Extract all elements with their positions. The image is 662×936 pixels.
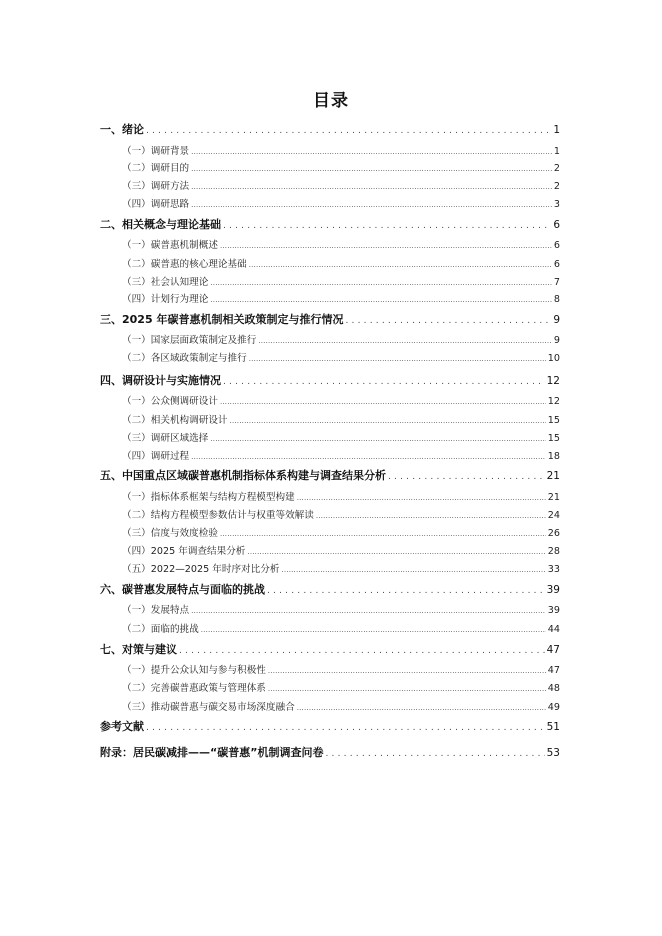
toc-entry-page: 39 bbox=[546, 584, 560, 596]
toc-entry-chapter-1[interactable] bbox=[100, 121, 560, 137]
toc-entry-label: 四、调研设计与实施情况 bbox=[100, 374, 221, 387]
dot-leader bbox=[325, 749, 544, 759]
toc-entry-section[interactable] bbox=[100, 274, 560, 288]
toc-entry-page: 3 bbox=[553, 199, 560, 210]
toc-entry-page: 9 bbox=[553, 314, 560, 326]
dot-leader bbox=[249, 355, 546, 363]
dot-leader bbox=[268, 667, 546, 675]
dot-leader bbox=[191, 183, 552, 191]
toc-entry-references[interactable] bbox=[100, 718, 560, 734]
toc-entry-page: 2 bbox=[553, 181, 560, 192]
toc-entry-label: （四）调研思路 bbox=[122, 199, 190, 210]
toc-entry-chapter-6[interactable] bbox=[100, 581, 560, 597]
toc-entry-label: （一）调研背景 bbox=[122, 146, 190, 157]
toc-entry-section[interactable] bbox=[100, 291, 560, 305]
toc-entry-page: 47 bbox=[546, 644, 560, 656]
toc-entry-section[interactable] bbox=[100, 178, 560, 192]
toc-entry-page: 21 bbox=[547, 492, 560, 503]
dot-leader bbox=[201, 626, 546, 634]
dot-leader bbox=[258, 337, 552, 345]
toc-entry-section[interactable] bbox=[100, 196, 560, 210]
dot-leader bbox=[191, 148, 552, 156]
toc-entry-page: 15 bbox=[547, 433, 560, 444]
dot-leader bbox=[191, 607, 546, 615]
toc-entry-page: 12 bbox=[547, 396, 560, 407]
toc-entry-page: 28 bbox=[547, 546, 560, 557]
dot-leader bbox=[220, 398, 546, 406]
dot-leader bbox=[146, 126, 551, 136]
dot-leader bbox=[191, 165, 552, 173]
toc-entry-page: 39 bbox=[547, 605, 560, 616]
toc-entry-label: （五）2022—2025 年时序对比分析 bbox=[122, 564, 280, 575]
toc-entry-page: 7 bbox=[553, 277, 560, 288]
dot-leader bbox=[210, 279, 552, 287]
toc-entry-section[interactable] bbox=[100, 430, 560, 444]
toc-entry-section[interactable] bbox=[100, 350, 560, 364]
toc-entry-label: （二）结构方程模型参数估计与权重等效解读 bbox=[122, 510, 314, 521]
toc-entry-label: （三）信度与效度检验 bbox=[122, 528, 218, 539]
toc-entry-section[interactable] bbox=[100, 412, 560, 426]
dot-leader bbox=[210, 435, 545, 443]
toc-entry-page: 47 bbox=[547, 665, 560, 676]
dot-leader bbox=[220, 530, 546, 538]
toc-entry-label: 二、相关概念与理论基础 bbox=[100, 218, 221, 231]
toc-entry-chapter-5[interactable] bbox=[100, 467, 560, 483]
toc-entry-page: 10 bbox=[547, 353, 560, 364]
toc-entry-chapter-3[interactable] bbox=[100, 311, 560, 327]
toc-entry-section[interactable] bbox=[100, 256, 560, 270]
toc-entry-label: （一）国家层面政策制定及推行 bbox=[122, 335, 257, 346]
toc-entry-label: 参考文献 bbox=[100, 720, 144, 733]
toc-entry-section[interactable] bbox=[100, 507, 560, 521]
toc-entry-label: （三）调研方法 bbox=[122, 181, 190, 192]
toc-entry-page: 49 bbox=[547, 702, 560, 713]
toc-entry-label: （一）提升公众认知与参与积极性 bbox=[122, 665, 266, 676]
toc-entry-page: 8 bbox=[553, 294, 560, 305]
toc-entry-label: （二）碳普惠的核心理论基础 bbox=[122, 259, 247, 270]
toc-entry-section[interactable] bbox=[100, 602, 560, 616]
toc-entry-page: 12 bbox=[546, 375, 560, 387]
toc-entry-page: 6 bbox=[553, 240, 560, 251]
dot-leader bbox=[297, 704, 546, 712]
dot-leader bbox=[267, 586, 545, 596]
toc-entry-section[interactable] bbox=[100, 621, 560, 635]
dot-leader bbox=[281, 566, 545, 574]
toc-entry-label: （二）各区域政策制定与推行 bbox=[122, 353, 247, 364]
dot-leader bbox=[223, 377, 545, 387]
dot-leader bbox=[230, 417, 546, 425]
toc-entry-page: 18 bbox=[547, 451, 560, 462]
toc-entry-label: （四）调研过程 bbox=[122, 451, 190, 462]
dot-leader bbox=[220, 242, 552, 250]
toc-entry-chapter-2[interactable] bbox=[100, 216, 560, 232]
toc-entry-label: （三）社会认知理论 bbox=[122, 277, 209, 288]
dot-leader bbox=[179, 646, 545, 656]
toc-entry-page: 26 bbox=[547, 528, 560, 539]
dot-leader bbox=[297, 494, 546, 502]
toc-entry-label: 六、碳普惠发展特点与面临的挑战 bbox=[100, 583, 265, 596]
dot-leader bbox=[223, 221, 551, 231]
toc-entry-label: （四）计划行为理论 bbox=[122, 294, 209, 305]
toc-entry-section[interactable] bbox=[100, 448, 560, 462]
dot-leader bbox=[210, 296, 552, 304]
toc-entry-page: 1 bbox=[553, 124, 560, 136]
toc-entry-page: 1 bbox=[553, 146, 560, 157]
toc-entry-appendix[interactable] bbox=[100, 744, 560, 760]
toc-entry-label: 一、绪论 bbox=[100, 123, 144, 136]
toc-entry-section[interactable] bbox=[100, 143, 560, 157]
toc-entry-section[interactable] bbox=[100, 160, 560, 174]
toc-entry-section[interactable] bbox=[100, 699, 560, 713]
toc-entry-page: 21 bbox=[546, 470, 560, 482]
toc-entry-page: 33 bbox=[547, 564, 560, 575]
dot-leader bbox=[345, 316, 551, 326]
toc-entry-page: 53 bbox=[546, 747, 560, 759]
toc-entry-label: （二）完善碳普惠政策与管理体系 bbox=[122, 683, 266, 694]
toc-entry-label: （三）调研区域选择 bbox=[122, 433, 209, 444]
dot-leader bbox=[268, 685, 546, 693]
toc-entry-label: （三）推动碳普惠与碳交易市场深度融合 bbox=[122, 702, 295, 713]
toc-entry-section[interactable] bbox=[100, 489, 560, 503]
dot-leader bbox=[388, 472, 545, 482]
toc-entry-page: 15 bbox=[547, 415, 560, 426]
toc-entry-label: （四）2025 年调查结果分析 bbox=[122, 546, 246, 557]
toc-entry-section[interactable] bbox=[100, 332, 560, 346]
toc-entry-label: （一）公众侧调研设计 bbox=[122, 396, 218, 407]
toc-entry-label: （一）指标体系框架与结构方程模型构建 bbox=[122, 492, 295, 503]
dot-leader bbox=[191, 453, 546, 461]
toc-entry-page: 51 bbox=[546, 721, 560, 733]
toc-entry-label: （二）相关机构调研设计 bbox=[122, 415, 228, 426]
toc-entry-label: （一）碳普惠机制概述 bbox=[122, 240, 218, 251]
toc-entry-section[interactable] bbox=[100, 662, 560, 676]
toc-entry-page: 44 bbox=[547, 624, 560, 635]
toc-entry-page: 6 bbox=[553, 219, 560, 231]
toc-title: 目录 bbox=[313, 91, 349, 111]
toc-entry-label: 五、中国重点区域碳普惠机制指标体系构建与调查结果分析 bbox=[100, 469, 386, 482]
toc-entry-page: 6 bbox=[553, 259, 560, 270]
toc-entry-section[interactable] bbox=[100, 393, 560, 407]
toc-entry-page: 48 bbox=[547, 683, 560, 694]
toc-entry-section[interactable] bbox=[100, 680, 560, 694]
toc-entry-label: 附录：居民碳减排——“碳普惠”机制调查问卷 bbox=[100, 746, 324, 759]
toc-entry-label: （二）面临的挑战 bbox=[122, 624, 199, 635]
toc-entry-section[interactable] bbox=[100, 543, 560, 557]
dot-leader bbox=[191, 201, 552, 209]
toc-entry-label: （二）调研目的 bbox=[122, 163, 190, 174]
toc-entry-page: 2 bbox=[553, 163, 560, 174]
toc-entry-section[interactable] bbox=[100, 525, 560, 539]
toc-entry-section[interactable] bbox=[100, 561, 560, 575]
dot-leader bbox=[316, 512, 546, 520]
toc-entry-section[interactable] bbox=[100, 237, 560, 251]
toc-entry-chapter-4[interactable] bbox=[100, 372, 560, 388]
toc-entry-label: （一）发展特点 bbox=[122, 605, 190, 616]
dot-leader bbox=[146, 723, 545, 733]
toc-entry-page: 9 bbox=[553, 335, 560, 346]
toc-entry-label: 七、对策与建议 bbox=[100, 643, 177, 656]
toc-entry-chapter-7[interactable] bbox=[100, 641, 560, 657]
toc-entry-label: 三、2025 年碳普惠机制相关政策制定与推行情况 bbox=[100, 313, 344, 326]
dot-leader bbox=[249, 261, 552, 269]
toc-entry-page: 24 bbox=[547, 510, 560, 521]
dot-leader bbox=[247, 548, 545, 556]
